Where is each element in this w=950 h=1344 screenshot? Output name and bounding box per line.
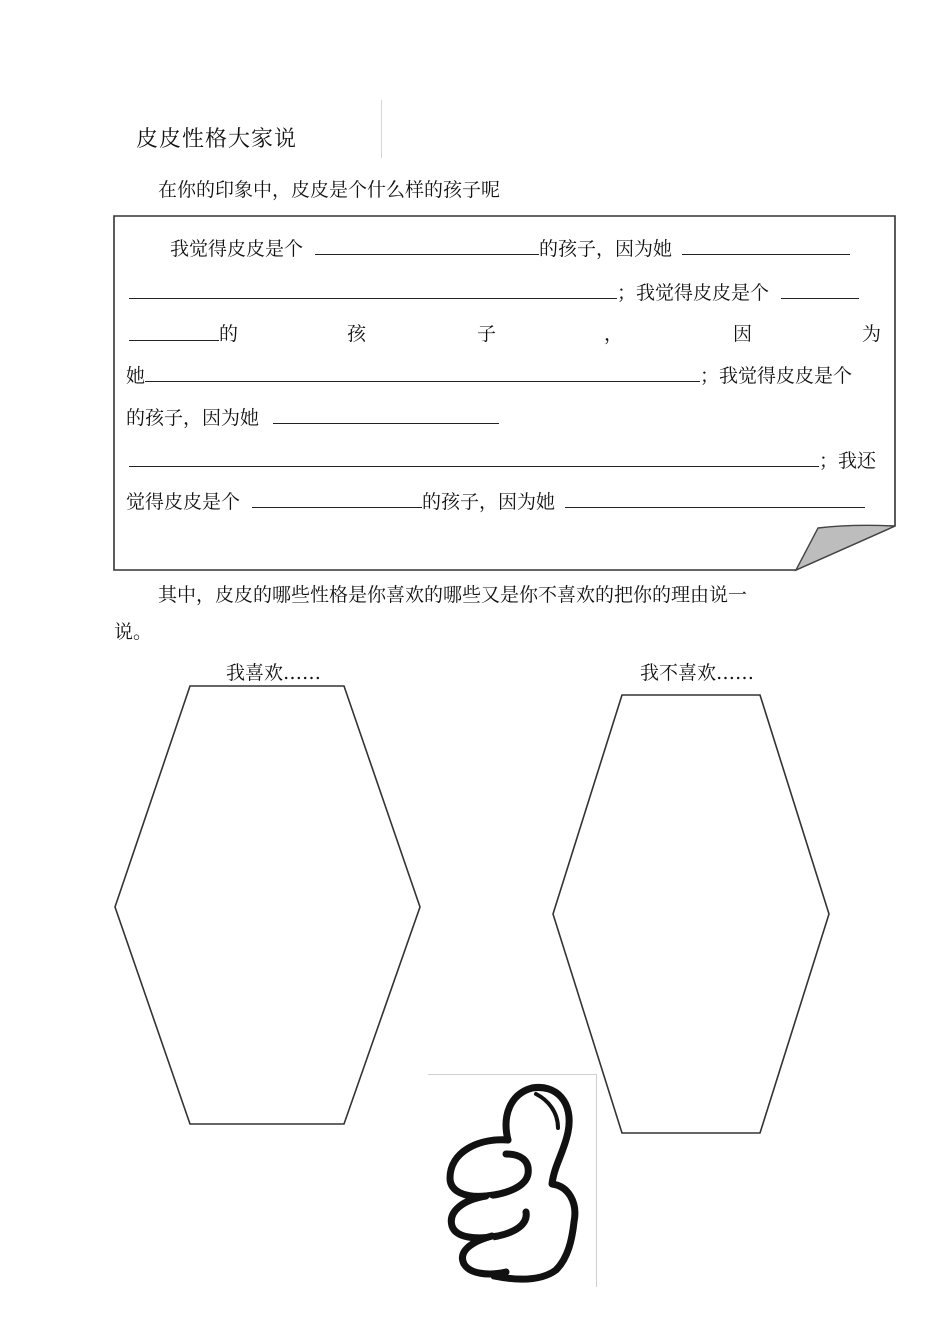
answer-blank-2[interactable] bbox=[781, 280, 859, 299]
like-label: 我喜欢…… bbox=[226, 662, 322, 684]
reason-blank-3[interactable] bbox=[273, 405, 499, 424]
card-line-3 bbox=[129, 322, 219, 347]
thumbs-up-icon bbox=[436, 1080, 586, 1284]
answer-card bbox=[112, 214, 898, 572]
card-text: 的孩子，因为她 bbox=[422, 491, 556, 513]
card-text: 她 bbox=[126, 365, 146, 387]
card-text: 觉得皮皮是个 bbox=[126, 491, 241, 513]
card-text: ；我还 bbox=[819, 450, 877, 472]
reason-blank-1-cont[interactable] bbox=[129, 280, 617, 299]
title-divider bbox=[381, 100, 382, 158]
card-text: ；我觉得皮皮是个 bbox=[700, 365, 853, 387]
card-line-6 bbox=[129, 448, 876, 473]
answer-blank-2-cont[interactable] bbox=[129, 322, 219, 341]
card-text: 的孩子，因为她 bbox=[539, 238, 673, 260]
answer-blank-4[interactable] bbox=[252, 489, 422, 508]
card-line-2 bbox=[129, 280, 859, 305]
card-text: ， bbox=[604, 323, 624, 345]
reason-blank-2[interactable] bbox=[145, 363, 700, 382]
card-text: 子 bbox=[477, 323, 497, 345]
page-title: 皮皮性格大家说 bbox=[136, 127, 298, 152]
card-text: 的 bbox=[219, 323, 239, 345]
intro-question: 在你的印象中，皮皮是个什么样的孩子呢 bbox=[158, 179, 501, 201]
card-line-5 bbox=[126, 405, 499, 430]
dislike-hexagon[interactable] bbox=[548, 690, 836, 1140]
instruction-text-cont: 说。 bbox=[114, 621, 153, 643]
like-hexagon[interactable] bbox=[110, 680, 426, 1132]
reason-blank-1[interactable] bbox=[682, 236, 850, 255]
card-line-4 bbox=[126, 363, 852, 388]
card-line-1 bbox=[170, 236, 850, 261]
card-text: 的孩子，因为她 bbox=[126, 407, 260, 429]
answer-blank-1[interactable] bbox=[315, 236, 539, 255]
reason-blank-4[interactable] bbox=[565, 489, 865, 508]
dislike-label: 我不喜欢…… bbox=[640, 662, 755, 684]
instruction-text: 其中，皮皮的哪些性格是你喜欢的哪些又是你不喜欢的把你的理由说一 bbox=[158, 584, 748, 606]
card-text: 孩 bbox=[347, 323, 367, 345]
card-text: 因 bbox=[733, 323, 753, 345]
card-text: 我觉得皮皮是个 bbox=[170, 238, 304, 260]
card-line-7 bbox=[126, 489, 865, 514]
card-text: 为 bbox=[862, 323, 882, 345]
reason-blank-3-cont[interactable] bbox=[129, 448, 819, 467]
card-text: ；我觉得皮皮是个 bbox=[617, 282, 770, 304]
